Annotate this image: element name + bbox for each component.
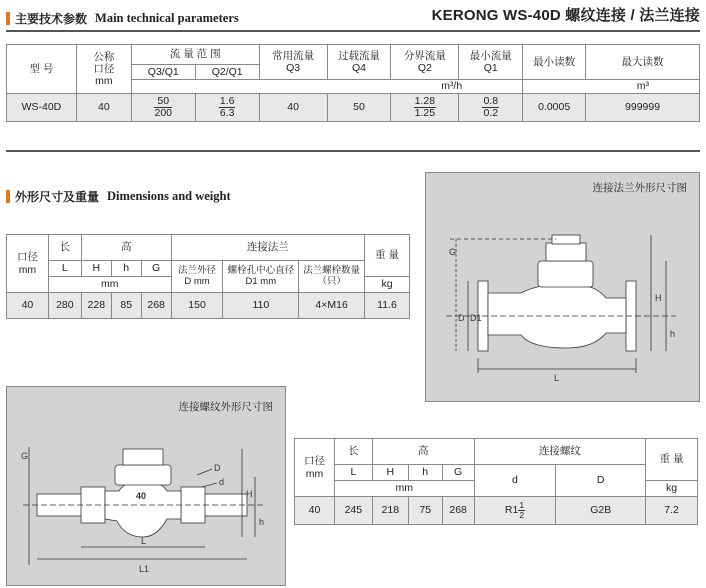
cell-q4: 50 bbox=[327, 94, 391, 122]
thread-unit-mm: mm bbox=[334, 481, 474, 497]
col-min-read: 最小读数 bbox=[523, 45, 586, 80]
col-dn: 公称 口径 mm bbox=[76, 45, 131, 94]
col-q2: 分界流量 Q2 bbox=[391, 45, 459, 80]
sub-q3q1: Q3/Q1 bbox=[131, 65, 195, 80]
thread-cell-G: 268 bbox=[442, 497, 474, 525]
section-marker bbox=[6, 190, 10, 203]
thread-col-weight: 重 量 bbox=[646, 439, 698, 481]
flange-sub-G: G bbox=[141, 261, 171, 277]
flange-cell-L: 280 bbox=[48, 293, 81, 319]
thread-drawing bbox=[6, 386, 286, 586]
section-heading-technical bbox=[6, 10, 239, 27]
flange-sub-h: h bbox=[111, 261, 141, 277]
thread-col-height: 高 bbox=[372, 439, 474, 465]
thread-sub-d: d bbox=[474, 465, 556, 497]
flange-col-dn: 口径 mm bbox=[7, 235, 49, 293]
thread-sub-D: D bbox=[556, 465, 646, 497]
mid-rule bbox=[6, 150, 700, 152]
flange-label-h: h bbox=[670, 329, 676, 339]
cell-dn: 40 bbox=[76, 94, 131, 122]
cell-q2: $\frac{1.28}{1.25}$ bbox=[391, 94, 459, 122]
thread-drawing-title: 连接螺纹外形尺寸图 bbox=[178, 401, 273, 413]
thread-cell-H: 218 bbox=[372, 497, 408, 525]
params-table bbox=[6, 44, 700, 122]
thread-badge: 40 bbox=[136, 491, 147, 501]
col-q4: 过载流量 Q4 bbox=[327, 45, 391, 80]
dims-title-cn: 外形尺寸及重量 bbox=[15, 190, 100, 204]
flange-unit-kg: kg bbox=[365, 277, 410, 293]
flange-cell-bolts: 4×M16 bbox=[299, 293, 365, 319]
cell-model: WS-40D bbox=[7, 94, 77, 122]
unit-flow: m³/h bbox=[131, 80, 522, 94]
col-flow-range: 流 量 范 围 bbox=[131, 45, 259, 65]
thread-cell-d: R1 $\frac{1}{2}$ bbox=[474, 497, 556, 525]
flange-cell-G: 268 bbox=[141, 293, 171, 319]
cell-q1: $\frac{0.8}{0.2}$ bbox=[459, 94, 523, 122]
flange-drawing bbox=[425, 172, 700, 402]
flange-col-height: 高 bbox=[81, 235, 171, 261]
flange-cell-D1: 110 bbox=[223, 293, 299, 319]
flange-label-D: D bbox=[458, 313, 465, 323]
col-max-read: 最大读数 bbox=[586, 45, 700, 80]
thread-col-dn: 口径 mm bbox=[295, 439, 335, 497]
col-q1: 最小流量 Q1 bbox=[459, 45, 523, 80]
flange-label-D1: D1 bbox=[470, 313, 482, 323]
thread-sub-G: G bbox=[442, 465, 474, 481]
cell-q2q1: $\frac{1.6}{6.3}$ bbox=[195, 94, 259, 122]
flange-cell-h: 85 bbox=[111, 293, 141, 319]
cell-max-read: 999999 bbox=[586, 94, 700, 122]
flange-sub-H: H bbox=[81, 261, 111, 277]
thread-col-length: 长 bbox=[334, 439, 372, 465]
thread-label-G: G bbox=[21, 451, 29, 461]
thread-table bbox=[294, 438, 698, 525]
cell-min-read: 0.0005 bbox=[523, 94, 586, 122]
section-title-en: Main technical parameters bbox=[95, 11, 239, 25]
flange-sub-D1: 螺栓孔中心直径 D1 mm bbox=[223, 261, 299, 293]
thread-unit-kg: kg bbox=[646, 481, 698, 497]
flange-drawing-title: 连接法兰外形尺寸图 bbox=[592, 182, 687, 194]
section-title-cn: 主要技术参数 bbox=[15, 12, 88, 26]
dims-title-en: Dimensions and weight bbox=[107, 189, 231, 203]
thread-label-D: D bbox=[214, 463, 221, 473]
flange-cell-H: 228 bbox=[81, 293, 111, 319]
flange-cell-weight: 11.6 bbox=[365, 293, 410, 319]
thread-cell-L: 245 bbox=[334, 497, 372, 525]
col-q3: 常用流量 Q3 bbox=[259, 45, 327, 80]
flange-sub-bolts: 法兰螺栓数量 （只） bbox=[299, 261, 365, 293]
thread-cell-D: G2B bbox=[556, 497, 646, 525]
col-model: 型 号 bbox=[7, 45, 77, 94]
thread-label-L1: L1 bbox=[139, 564, 150, 574]
flange-label-G: G bbox=[449, 247, 457, 257]
section-heading-dimensions bbox=[6, 188, 231, 205]
flange-label-L: L bbox=[554, 373, 560, 383]
thread-label-d: d bbox=[219, 477, 225, 487]
flange-col-connect: 连接法兰 bbox=[171, 235, 364, 261]
thread-label-H: H bbox=[246, 489, 253, 499]
flange-col-weight: 重 量 bbox=[365, 235, 410, 277]
thread-meter-diagram bbox=[7, 387, 285, 585]
section-marker bbox=[6, 12, 10, 25]
unit-read: m³ bbox=[523, 80, 700, 94]
flange-col-length: 长 bbox=[48, 235, 81, 261]
thread-sub-H: H bbox=[372, 465, 408, 481]
flange-sub-L: L bbox=[48, 261, 81, 277]
thread-label-h: h bbox=[259, 517, 265, 527]
sub-q2q1: Q2/Q1 bbox=[195, 65, 259, 80]
brand-title: KERONG WS-40D 螺纹连接 / 法兰连接 bbox=[431, 7, 700, 24]
flange-cell-D: 150 bbox=[171, 293, 223, 319]
cell-q3: 40 bbox=[259, 94, 327, 122]
cell-q3q1: $\frac{50}{200}$ bbox=[131, 94, 195, 122]
thread-col-connect: 连接螺纹 bbox=[474, 439, 645, 465]
flange-unit-mm: mm bbox=[48, 277, 171, 293]
flange-sub-D: 法兰外径 D mm bbox=[171, 261, 223, 293]
flange-table bbox=[6, 234, 410, 319]
flange-label-H: H bbox=[655, 293, 662, 303]
top-rule bbox=[6, 30, 700, 32]
thread-label-L: L bbox=[141, 536, 147, 546]
thread-cell-weight: 7.2 bbox=[646, 497, 698, 525]
thread-cell-dn: 40 bbox=[295, 497, 335, 525]
thread-cell-h: 75 bbox=[408, 497, 442, 525]
thread-sub-L: L bbox=[334, 465, 372, 481]
flange-meter-diagram bbox=[426, 173, 699, 401]
thread-sub-h: h bbox=[408, 465, 442, 481]
flange-cell-dn: 40 bbox=[7, 293, 49, 319]
